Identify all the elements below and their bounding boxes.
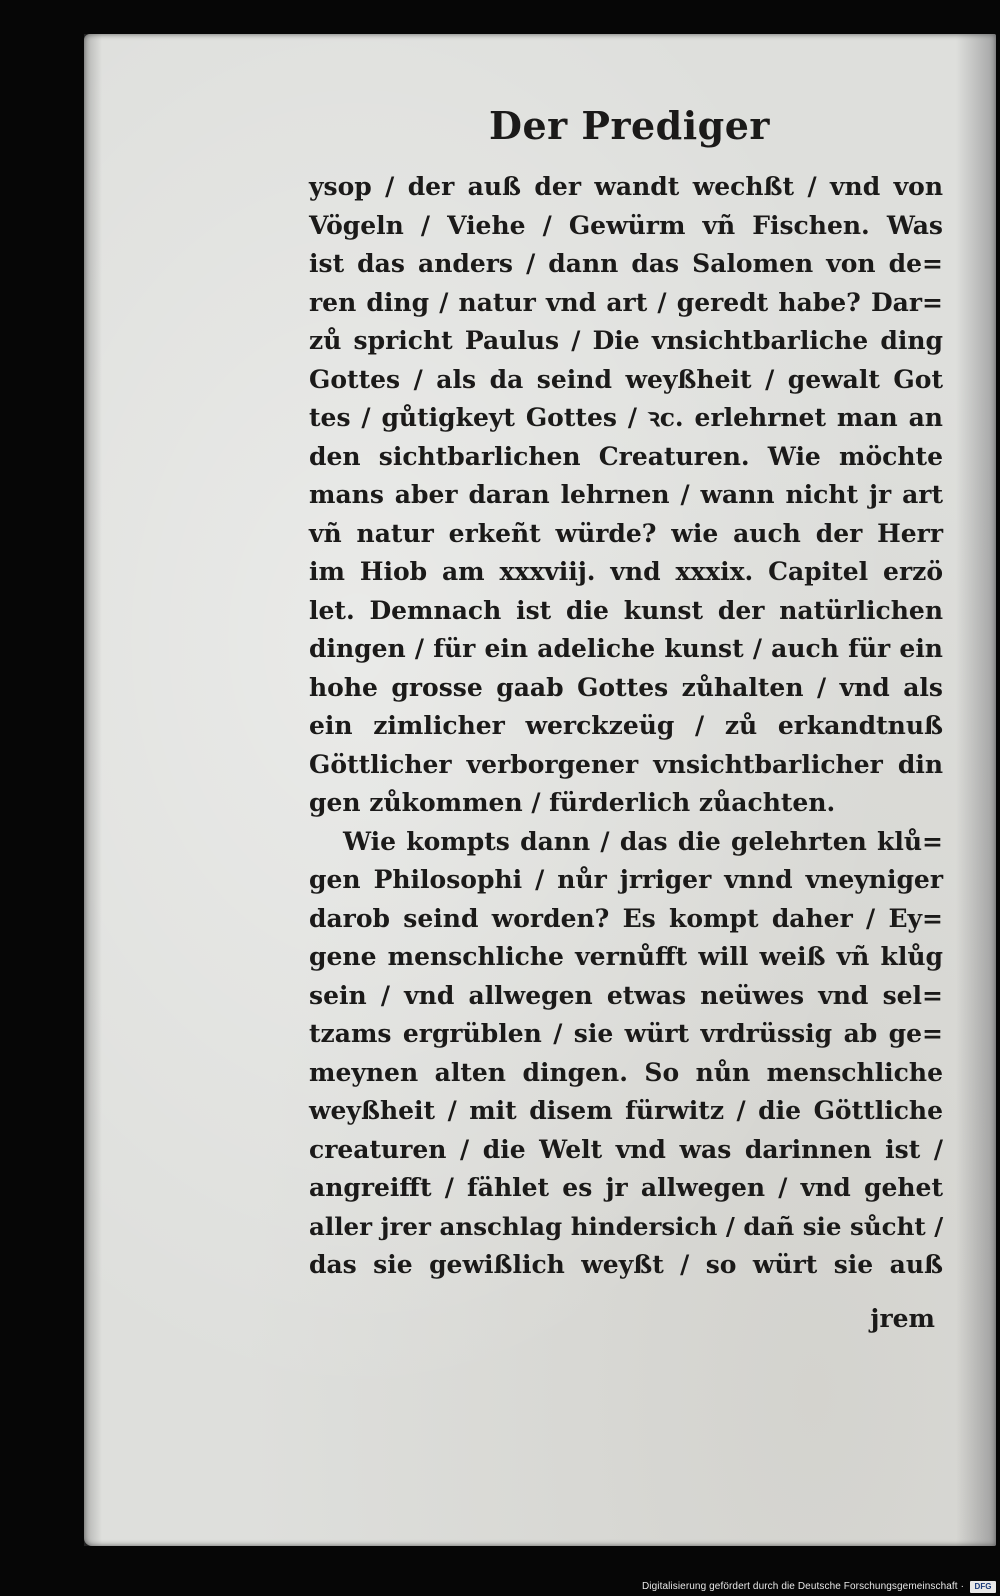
text-line: mans aber daran lehrnen / wann nicht jr art — [309, 480, 943, 509]
text-line: ist das anders / dann das Salomen von de= — [309, 249, 943, 278]
text-line: weyßheit / mit disem fürwitz / die Göttliche — [309, 1096, 943, 1125]
text-line: zů spricht Paulus / Die vnsichtbarliche ding — [309, 326, 943, 355]
text-line: tes / gůtigkeyt Gottes / ꝛc. erlehrnet man an — [309, 403, 943, 432]
text-line: den sichtbarlichen Creaturen. Wie möchte — [309, 441, 943, 471]
dfg-logo-icon: DFG — [970, 1581, 996, 1593]
text-line: gen zůkommen / fürderlich zůachten. — [309, 788, 836, 817]
text-line: gene menschliche vernůfft will weiß vñ klůg — [309, 942, 943, 971]
text-line: gen Philosophi / nůr jrriger vnnd vneyniger — [309, 865, 943, 894]
text-line: hohe grosse gaab Gottes zůhalten / vnd als — [309, 672, 943, 702]
text-line: creaturen / die Welt vnd was darinnen ist / — [309, 1134, 943, 1164]
text-line: meynen alten dingen. So nůn menschliche — [309, 1057, 943, 1087]
text-line: aller jrer anschlag hindersich / dañ sie sůcht / — [309, 1211, 944, 1241]
text-line: Vögeln / Viehe / Gewürm vñ Fischen. Was — [309, 210, 943, 240]
text-line: im Hiob am xxxviij. vnd xxxix. Capitel erzö — [309, 557, 943, 586]
text-line: Gottes / als da seind weyßheit / gewalt Got — [309, 364, 943, 394]
text-line: Göttlicher verborgener vnsichtbarlicher din — [309, 749, 943, 779]
text-line: vñ natur erkeñt würde? wie auch der Herr — [309, 518, 943, 548]
text-line: angreifft / fählet es jr allwegen / vnd gehet — [309, 1173, 943, 1202]
text-line: sein / vnd allwegen etwas neüwes vnd sel= — [309, 980, 943, 1010]
running-head: Der Prediger — [489, 103, 770, 148]
catchword: jrem — [870, 1304, 935, 1333]
text-line: tzams ergrüblen / sie würt vrdrüssig ab ge= — [309, 1019, 943, 1048]
text-line: das sie gewißlich weyßt / so würt sie auß — [309, 1250, 943, 1279]
text-line: darob seind worden? Es kompt daher / Ey= — [309, 903, 943, 933]
text-line: let. Demnach ist die kunst der natürlichen — [309, 595, 943, 625]
binding-shadow — [84, 34, 102, 1546]
text-line-paragraph-start: Wie kompts dann / das die gelehrten klů= — [343, 826, 943, 856]
text-line: dingen / für ein adeliche kunst / auch für ein — [309, 634, 943, 663]
page-edge-shadow — [956, 34, 996, 1546]
text-line: ren ding / natur vnd art / geredt habe? Dar= — [309, 287, 943, 317]
text-line: ein zimlicher werckzeüg / zů erkandtnuß — [309, 711, 943, 740]
digitization-credit: Digitalisierung gefördert durch die Deutsche Forschungsgemeinschaft · — [641, 1581, 964, 1592]
text-line: ysop / der auß der wandt wechßt / vnd von — [309, 172, 943, 201]
text-block — [309, 168, 943, 1285]
